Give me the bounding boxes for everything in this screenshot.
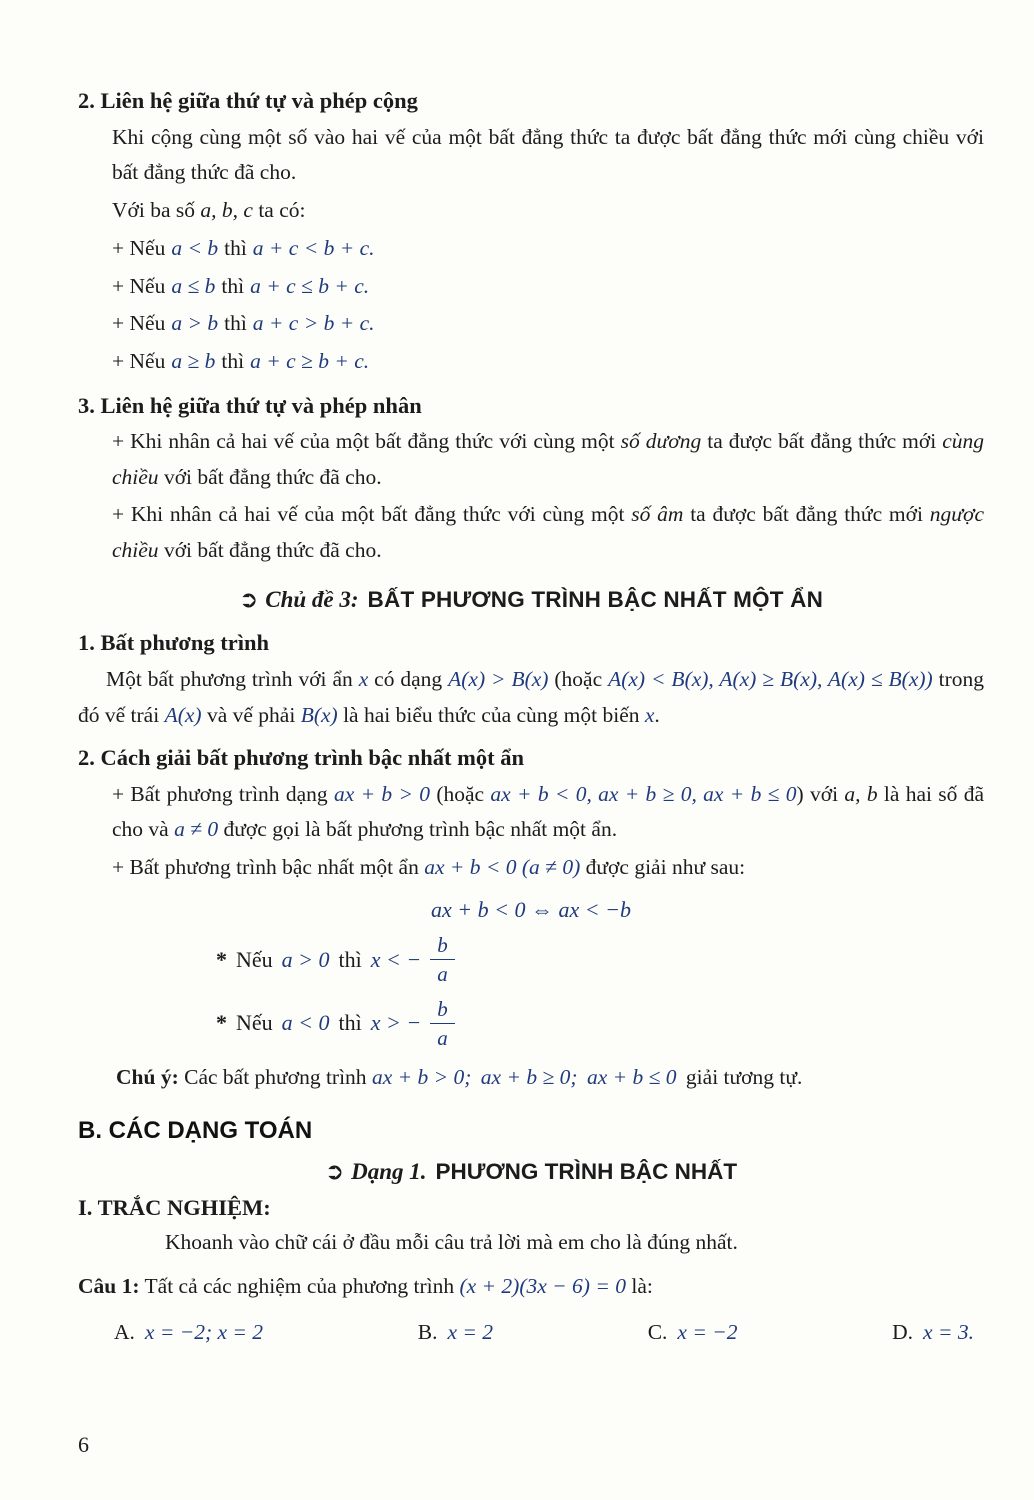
rule-line xyxy=(112,343,984,381)
text-run: giải tương tự. xyxy=(680,1064,803,1089)
case-positive-a xyxy=(216,933,984,986)
answer-options xyxy=(114,1320,974,1345)
math-vars: a, b xyxy=(844,781,878,806)
math-run: ax + b ≥ 0; xyxy=(480,1064,583,1089)
text-run: được gọi là bất phương trình bậc nhất một ẩn. xyxy=(218,817,618,842)
text-run: thì xyxy=(224,236,247,261)
option-value: x = −2; x = 2 xyxy=(144,1320,264,1345)
text-run: Một bất phương trình với ẩn xyxy=(106,667,359,692)
math-run: a ≠ 0 xyxy=(174,817,219,842)
math-result: a + c ≥ b + c. xyxy=(250,349,370,374)
part-b-heading: B. CÁC DẠNG TOÁN xyxy=(78,1117,313,1145)
math-result: a + c ≤ b + c. xyxy=(250,273,370,298)
text-run: là hai biểu thức của cùng một biến xyxy=(337,702,645,727)
math-result: a + c < b + c. xyxy=(252,236,375,261)
math-run: x > − xyxy=(370,1010,422,1036)
emphasis-run: ngược chiều xyxy=(112,502,984,562)
option-letter: D. xyxy=(892,1320,914,1345)
dang1-heading xyxy=(78,1159,984,1185)
paragraph xyxy=(78,662,984,733)
section-heading: 2. Liên hệ giữa thứ tự và phép cộng xyxy=(78,88,418,113)
option-b xyxy=(418,1320,493,1345)
section-heading: 1. Bất phương trình xyxy=(78,630,270,656)
text-run: (hoặc xyxy=(436,781,491,806)
text-run: ta được bất đẳng thức mới xyxy=(701,429,943,454)
section-inequality-definition xyxy=(78,626,984,733)
math-run: ax + b > 0; xyxy=(371,1064,477,1089)
text-run: + Nếu xyxy=(112,273,166,298)
quiz-instruction: Khoanh vào chữ cái ở đầu mỗi câu trả lời mà em cho là đúng nhất. xyxy=(165,1230,738,1255)
math-condition: a < b xyxy=(171,236,219,261)
fraction-numerator: b xyxy=(430,933,455,960)
quiz-heading: I. TRẮC NGHIỆM: xyxy=(78,1195,271,1221)
fraction-b-over-a xyxy=(430,933,455,986)
text-run: + Bất phương trình dạng xyxy=(112,781,334,806)
dang1-label: Dạng 1. xyxy=(351,1159,427,1185)
text-run: là: xyxy=(625,1273,653,1298)
fraction-b-over-a xyxy=(430,997,455,1050)
math-run: x < − xyxy=(370,946,422,972)
text-run: + Nếu xyxy=(112,236,166,261)
text-run: là hai số đã cho và xyxy=(112,781,985,842)
text-run: + Nếu xyxy=(112,349,166,374)
option-letter: B. xyxy=(417,1320,438,1345)
option-value: x = 3. xyxy=(923,1320,974,1345)
math-run: a < 0 xyxy=(281,1010,330,1036)
math-vars: a, b, c xyxy=(200,197,253,222)
topic-bullet-icon: ➲ xyxy=(238,587,259,614)
math-run: B(x) xyxy=(300,702,338,727)
math-result: a + c > b + c. xyxy=(252,311,375,336)
fraction-numerator: b xyxy=(430,997,455,1024)
note-line xyxy=(116,1060,984,1095)
paragraph xyxy=(112,497,984,568)
equivalence-formula: ax + b < 0 ⇔ ax < −b xyxy=(431,897,631,923)
fraction-denominator: a xyxy=(437,1025,448,1050)
case-negative-a xyxy=(216,997,984,1050)
rule-line xyxy=(112,305,984,343)
section-solving-method xyxy=(78,741,984,1095)
paragraph xyxy=(112,850,984,885)
text-run: ) với xyxy=(796,781,845,806)
math-run: a > 0 xyxy=(281,946,330,972)
text-run: Với ba số xyxy=(112,197,201,222)
text-run: Nếu xyxy=(236,946,273,972)
text-run: Nếu xyxy=(236,1010,273,1036)
text-run: + Khi nhân cả hai vế của một bất đẳng thức với cùng một xyxy=(112,429,621,454)
rule-line xyxy=(112,268,984,306)
topic-heading xyxy=(78,584,984,616)
topic-label: Chủ đề 3: xyxy=(265,587,359,613)
section-quiz xyxy=(78,1195,984,1345)
text-run: có dạng xyxy=(368,667,449,692)
emphasis-run: số dương xyxy=(620,429,702,454)
math-run: x xyxy=(358,667,369,692)
text-run: thì xyxy=(224,311,247,336)
page-number: 6 xyxy=(78,1432,89,1457)
text-run: . xyxy=(654,702,660,727)
fraction-denominator: a xyxy=(437,962,448,987)
text-run: Các bất phương trình xyxy=(178,1064,372,1089)
math-run: A(x) > B(x) xyxy=(448,667,549,692)
option-letter: C. xyxy=(647,1320,668,1345)
topic-title: BẤT PHƯƠNG TRÌNH BẬC NHẤT MỘT ẨN xyxy=(367,587,824,613)
math-run: ax + b < 0 xyxy=(424,854,522,879)
note-label: Chú ý: xyxy=(116,1064,179,1089)
math-run: A(x) xyxy=(164,702,202,727)
dang1-title: PHƯƠNG TRÌNH BẬC NHẤT xyxy=(435,1159,738,1185)
intro-line xyxy=(112,193,984,228)
text-run: với bất đẳng thức đã cho. xyxy=(158,464,382,489)
star-bullet: * xyxy=(216,1010,227,1036)
math-run: A(x) < B(x), A(x) ≥ B(x), A(x) ≤ B(x)) xyxy=(608,667,933,692)
math-condition: a ≤ b xyxy=(171,273,216,298)
text-run: thì xyxy=(338,1010,362,1036)
question-label: Câu 1: xyxy=(78,1273,140,1298)
option-value: x = −2 xyxy=(677,1320,738,1345)
text-run: thì xyxy=(338,946,362,972)
text-run: thì xyxy=(221,349,245,374)
text-run: trong đó vế trái xyxy=(78,667,985,727)
option-c xyxy=(648,1320,738,1345)
option-d xyxy=(892,1320,974,1345)
text-run: ta có: xyxy=(252,197,306,222)
section-heading: 2. Cách giải bất phương trình bậc nhất một ẩn xyxy=(78,745,525,771)
section-order-multiplication xyxy=(78,389,984,569)
section-order-addition xyxy=(78,84,984,381)
emphasis-run: số âm xyxy=(631,502,684,527)
text-run: được giải như sau: xyxy=(585,854,746,879)
paragraph xyxy=(112,424,984,495)
paragraph: Khi cộng cùng một số vào hai vế của một bất đẳng thức ta được bất đẳng thức mới cùng chiều với bất đẳng thức đã cho. xyxy=(112,124,984,185)
dang1-bullet-icon: ➲ xyxy=(324,1159,345,1186)
text-run: + Bất phương trình bậc nhất một ẩn xyxy=(112,854,425,879)
math-condition: a ≥ b xyxy=(171,349,216,374)
text-run: (hoặc xyxy=(548,667,609,692)
text-run: với bất đẳng thức đã cho. xyxy=(158,537,382,562)
math-run: x xyxy=(644,702,655,727)
paragraph xyxy=(112,777,984,848)
math-condition: a > b xyxy=(171,311,219,336)
text-run: và vế phải xyxy=(201,702,301,727)
option-a xyxy=(114,1320,263,1345)
math-run: (a ≠ 0) xyxy=(521,854,586,879)
star-bullet: * xyxy=(216,946,227,972)
emphasis-run: cùng chiều xyxy=(112,429,984,489)
option-letter: A. xyxy=(114,1320,135,1345)
text-run: + Nếu xyxy=(112,311,166,336)
text-run: ta được bất đẳng thức mới xyxy=(683,502,930,527)
text-run: Tất cả các nghiệm của phương trình xyxy=(139,1273,460,1298)
question-1 xyxy=(78,1269,984,1304)
rule-line xyxy=(112,230,984,268)
option-value: x = 2 xyxy=(447,1320,494,1345)
text-run: thì xyxy=(221,273,245,298)
math-run: ax + b < 0, ax + b ≥ 0, ax + b ≤ 0 xyxy=(490,781,797,806)
math-run: ax + b ≤ 0 xyxy=(586,1064,677,1089)
math-run: (x + 2)(3x − 6) = 0 xyxy=(459,1273,626,1298)
math-run: ax + b > 0 xyxy=(333,781,437,806)
section-heading: 3. Liên hệ giữa thứ tự và phép nhân xyxy=(78,392,422,418)
text-run: + Khi nhân cả hai vế của một bất đẳng thức với cùng một xyxy=(112,502,632,527)
